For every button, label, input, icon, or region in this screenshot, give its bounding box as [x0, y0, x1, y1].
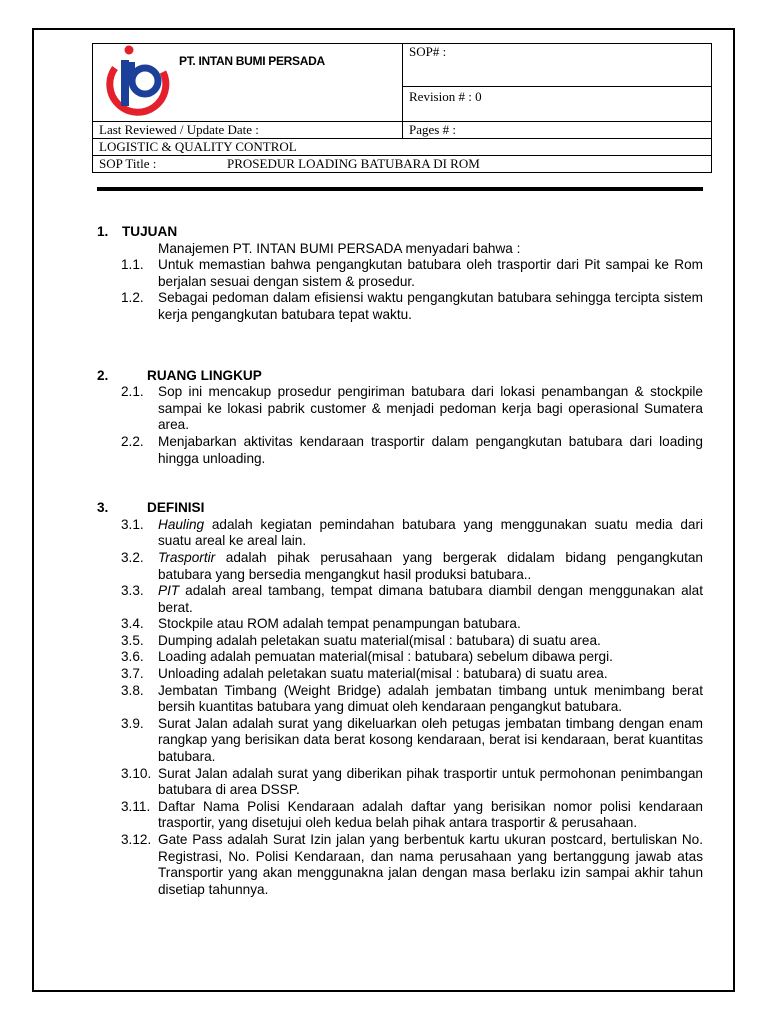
logo-cell — [93, 44, 403, 122]
pages-cell: Pages # : — [403, 122, 712, 139]
item-text: Stockpile atau ROM adalah tempat penampungan batubara. — [158, 616, 521, 632]
item-text: Jembatan Timbang (Weight Bridge) adalah jembatan timbang untuk menimbang berat bersih kuantitas batubara yang dimuat oleh kendaraan pengangkut batubara. — [158, 682, 703, 715]
definition-item — [97, 649, 703, 666]
definition-item — [97, 666, 703, 683]
section-intro: Manajemen PT. INTAN BUMI PERSADA menyadari bahwa : — [158, 240, 521, 256]
list-item — [97, 434, 703, 467]
list-item — [97, 384, 703, 434]
item-text: Sop ini mencakup prosedur pengiriman batubara dari lokasi penambangan & stockpile sampai ke lokasi pabrik customer & menjadi pedoman kerja bagi operasional Sumatera area. — [158, 384, 703, 433]
section-heading-ruang-lingkup — [97, 368, 703, 385]
definition-item — [97, 766, 703, 799]
item-number: 3.12. — [121, 832, 152, 847]
company-name: PT. INTAN BUMI PERSADA — [179, 54, 325, 68]
last-reviewed-cell: Last Reviewed / Update Date : — [93, 122, 403, 139]
section-title: DEFINISI — [147, 500, 205, 516]
definition-item — [97, 716, 703, 766]
definition-list — [97, 517, 703, 899]
item-text: Trasportir adalah pihak perusahaan yang bergerak didalam bidang pengangkutan batubara yang bersedia mengangkut hasil produksi batubara.. — [158, 549, 703, 582]
item-text: Hauling adalah kegiatan pemindahan batubara yang menggunakan suatu media dari suatu areal ke areal lain. — [158, 516, 703, 549]
definition-item — [97, 633, 703, 650]
item-number: 3.5. — [121, 632, 144, 648]
item-number: 3.9. — [121, 715, 144, 731]
sop-title-label: SOP Title : — [99, 156, 157, 171]
section-number: 3. — [97, 500, 109, 516]
item-text: Daftar Nama Polisi Kendaraan adalah daftar yang berisikan nomor polisi kendaraan trasportir, yang disetujui oleh kedua belah pihak antara trasportir & perusahaan. — [158, 798, 703, 831]
section-number: 1. — [97, 224, 109, 239]
item-number: 3.4. — [121, 616, 144, 632]
item-number: 3.3. — [121, 583, 144, 599]
item-number: 3.7. — [121, 666, 144, 682]
item-text: Surat Jalan adalah surat yang dikeluarkan oleh petugas jembatan timbang dengan enam rangkap yang berisikan data berat kosong kendaraan, berat isi kendaraan, berat kuantitas batubara. — [158, 715, 703, 765]
section-title: TUJUAN — [122, 224, 178, 239]
header-divider — [97, 187, 703, 191]
item-number: 3.11. — [121, 798, 151, 814]
item-text: Gate Pass adalah Surat Izin jalan yang berbentuk kartu ukuran postcard, bertuliskan No. Registrasi, No. Polisi Kendaraan, dan nama perusahaan yang bertanggung jawab atas Transportir yang akan menggunakna jalan dengan masa berlaku izin sampai akhir tahun disetiap tahunnya. — [158, 832, 703, 897]
definition-item — [97, 583, 703, 616]
section-heading-definisi — [97, 500, 703, 517]
definition-item — [97, 616, 703, 633]
item-number: 1.2. — [121, 290, 144, 306]
item-number: 3.10. — [121, 765, 152, 781]
list-item — [97, 257, 703, 290]
item-text: Unloading adalah peletakan suatu material(misal : batubara) di suatu area. — [158, 666, 608, 682]
document-header-table — [92, 43, 712, 173]
defined-term: PIT — [158, 583, 180, 599]
item-text: Surat Jalan adalah surat yang diberikan pihak trasportir untuk permohonan penimbangan batubara di area DSSP. — [158, 765, 703, 798]
item-text: Sebagai pedoman dalam efisiensi waktu pengangkutan batubara sehingga tercipta sistem kerja pengangkutan batubara tepat waktu. — [158, 290, 703, 322]
item-number: 3.6. — [121, 649, 144, 665]
company-logo — [99, 44, 177, 118]
item-text: Dumping adalah peletakan suatu material(misal : batubara) di suatu area. — [158, 632, 601, 648]
list-item — [97, 290, 703, 323]
item-number: 2.1. — [121, 384, 144, 400]
section-heading-tujuan — [97, 224, 703, 241]
defined-term: Hauling — [158, 516, 205, 532]
document-body — [97, 224, 703, 898]
definition-item — [97, 799, 703, 832]
defined-term: Trasportir — [158, 549, 216, 565]
section-title: RUANG LINGKUP — [147, 367, 262, 383]
item-number: 3.1. — [121, 516, 144, 532]
department-cell: LOGISTIC & QUALITY CONTROL — [93, 139, 712, 156]
item-number: 2.2. — [121, 433, 144, 449]
item-text: Untuk memastian bahwa pengangkutan batubara oleh trasportir dari Pit sampai ke Rom berjalan sesuai dengan sistem & prosedur. — [158, 257, 703, 289]
sop-number-cell: SOP# : — [403, 44, 712, 87]
item-text: Menjabarkan aktivitas kendaraan trasportir dalam pengangkutan batubara dari loading hingga unloading. — [158, 433, 703, 466]
definition-item — [97, 832, 703, 898]
revision-cell: Revision # : 0 — [403, 87, 712, 122]
item-text: PIT adalah areal tambang, tempat dimana batubara diambil dengan menggunakan alat berat. — [158, 583, 703, 615]
section-number: 2. — [97, 367, 109, 383]
definition-item — [97, 517, 703, 550]
item-text: Loading adalah pemuatan material(misal : batubara) sebelum dibawa pergi. — [158, 649, 613, 665]
item-number: 1.1. — [121, 257, 144, 273]
item-number: 3.8. — [121, 682, 144, 698]
definition-item — [97, 550, 703, 583]
definition-item — [97, 683, 703, 716]
item-number: 3.2. — [121, 549, 144, 565]
sop-title-row — [93, 156, 712, 173]
sop-title: PROSEDUR LOADING BATUBARA DI ROM — [227, 156, 480, 171]
